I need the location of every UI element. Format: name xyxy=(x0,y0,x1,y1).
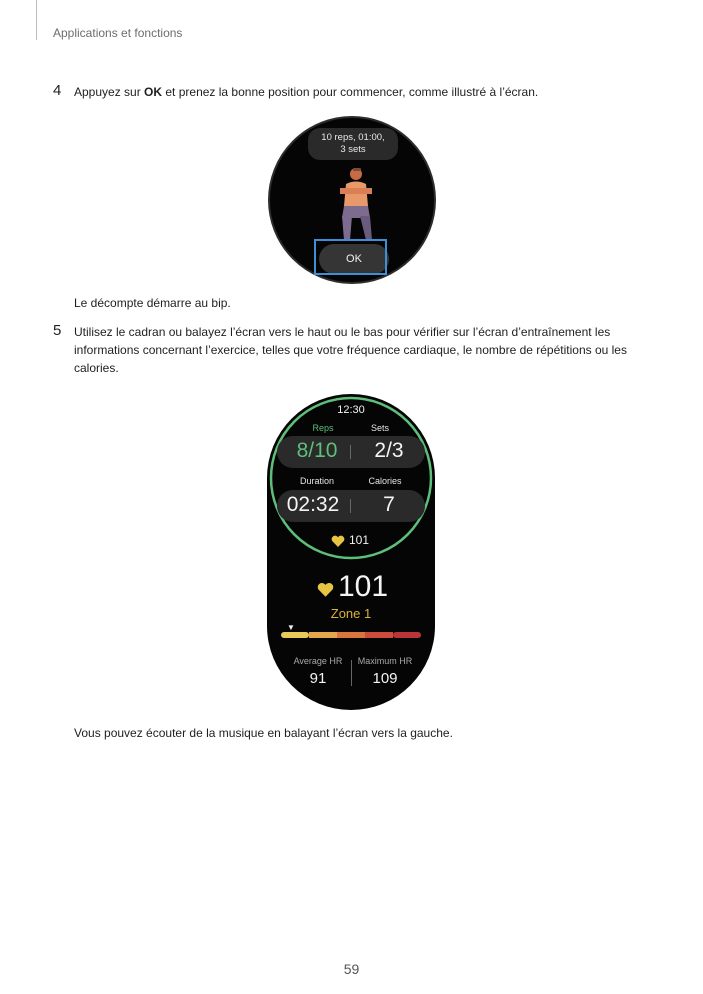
calories-value: 7 xyxy=(383,493,395,516)
zone-bar-segment-1 xyxy=(281,632,309,638)
step-4-ok-bold: OK xyxy=(144,85,163,99)
note-music: Vous pouvez écouter de la musique en balayant l’écran vers la gauche. xyxy=(74,726,453,740)
step-5-number: 5 xyxy=(53,322,62,339)
zone-bar-segment-4 xyxy=(365,632,393,638)
average-hr-value: 91 xyxy=(309,670,327,687)
duration-calories-row[interactable] xyxy=(277,490,425,522)
duration-calories-separator xyxy=(350,499,351,513)
step-5-line-2: informations concernant l’exercice, telles que votre fréquence cardiaque, le nombre de répétitions ou les xyxy=(74,343,627,357)
note-countdown: Le décompte démarre au bip. xyxy=(74,296,231,310)
duration-value: 02:32 xyxy=(286,493,340,516)
running-header: Applications et fonctions xyxy=(53,26,183,40)
step-4-text-after: et prenez la bonne position pour commencer, comme illustré à l’écran. xyxy=(162,85,539,99)
workout-info-line-2: 3 sets xyxy=(340,144,366,155)
duration-label: Duration xyxy=(299,476,335,486)
squat-figure-illustration xyxy=(326,166,386,242)
zone-bar-segment-2 xyxy=(309,632,337,638)
reps-label: Reps xyxy=(312,423,334,433)
average-hr-label: Average HR xyxy=(293,656,343,666)
heart-icon-large xyxy=(317,582,334,597)
step-4-text xyxy=(74,83,538,101)
sets-label: Sets xyxy=(370,423,389,433)
step-4-text-before: Appuyez sur xyxy=(74,85,145,99)
step-5-line-1: Utilisez le cadran ou balayez l’écran vers le haut ou le bas pour vérifier sur l’écran d’entraînement les xyxy=(74,325,611,339)
zone-bar-segment-3 xyxy=(337,632,365,638)
ok-button-highlight-box xyxy=(314,239,387,275)
heart-rate-small-value: 101 xyxy=(349,533,370,547)
zone-bar-segment-5 xyxy=(393,632,421,638)
reps-sets-row[interactable] xyxy=(277,436,425,468)
heart-icon xyxy=(331,535,345,547)
page-number: 59 xyxy=(343,961,360,977)
calories-label: Calories xyxy=(368,476,402,486)
clock-time: 12:30 xyxy=(337,404,365,416)
workout-info-line-1: 10 reps, 01:00, xyxy=(321,132,385,143)
heart-rate-zone: Zone 1 xyxy=(330,606,372,621)
watch-screen-workout xyxy=(267,394,435,710)
reps-sets-separator xyxy=(350,445,351,459)
zone-marker-icon: ▼ xyxy=(287,623,295,632)
sets-value: 2/3 xyxy=(374,439,404,462)
ok-button[interactable]: OK xyxy=(319,244,389,274)
step-4-number: 4 xyxy=(53,82,62,99)
reps-value: 8/10 xyxy=(296,439,338,462)
workout-info-pill xyxy=(308,128,398,160)
maximum-hr-value: 109 xyxy=(372,670,398,687)
header-rule xyxy=(36,0,37,40)
step-5-line-3: calories. xyxy=(74,361,119,375)
heart-rate-large-value: 101 xyxy=(338,570,389,603)
maximum-hr-label: Maximum HR xyxy=(357,656,413,666)
